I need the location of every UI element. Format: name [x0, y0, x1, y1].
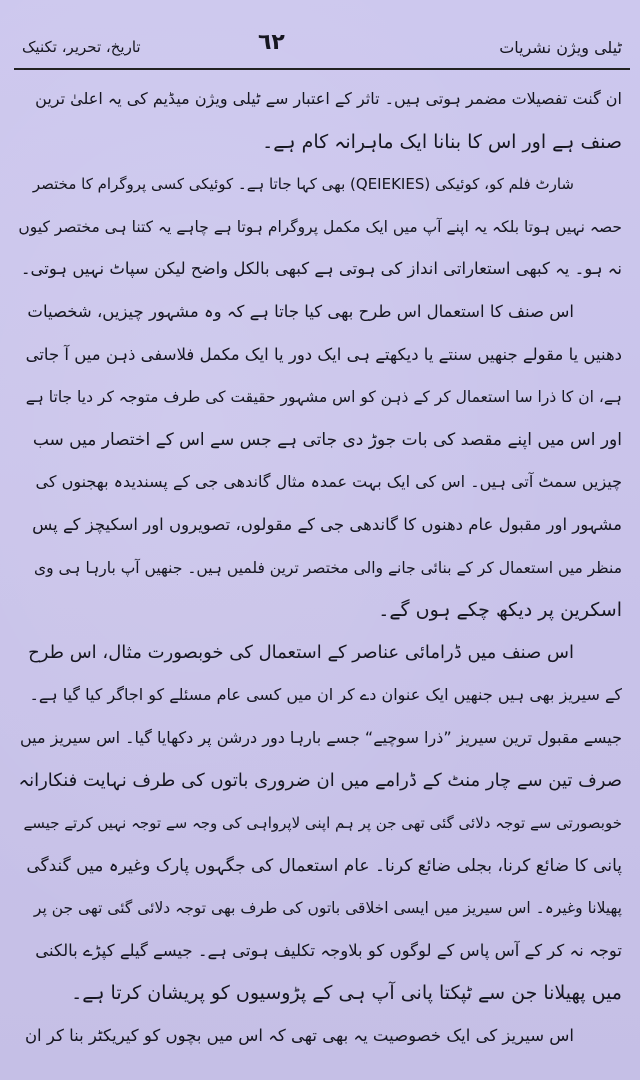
text-line: اس صنف کا استعمال اس طرح بھی کیا جاتا ہے کہ وہ مشہور چیزیں، شخصیات: [27, 301, 574, 321]
text-line: خوبصورتی سے توجہ دلائی گئی تھی جن پر ہم اپنی لاپرواہی کی وجہ سے توجہ نہیں کرتے جیسے: [23, 814, 622, 833]
chapter-title: ٹیلی ویژن نشریات: [499, 38, 622, 57]
text-line: چیزیں سمٹ آتی ہیں۔ اس کی ایک بہت عمدہ مثال گاندھی جی کے پسندیدہ بھجنوں کی: [35, 472, 622, 492]
text-line: میں پھیلانا جن سے ٹپکتا پانی آپ ہی کے پڑوسیوں کو پریشان کرتا ہے۔: [71, 982, 622, 1005]
text-line: نہ ہو۔ یہ کبھی استعاراتی انداز کی ہوتی ہے کبھی بالکل واضح لیکن سپاٹ نہیں ہوتی۔: [20, 259, 622, 279]
text-line: حصہ نہیں ہوتا بلکہ یہ اپنے آپ میں ایک مکمل پروگرام ہوتا ہے چاہے یہ کتنا ہی مختصر کیوں: [18, 217, 622, 236]
text-line: دھنیں یا مقولے جنھیں سنتے یا دیکھتے ہی ایک دور یا ایک مکمل فلاسفی ذہن میں آ جاتی: [25, 344, 622, 364]
text-line: اس صنف میں ڈرامائی عناصر کے استعمال کی خوبصورت مثال، اس طرح: [28, 641, 574, 663]
text-line: صنف ہے اور اس کا بنانا ایک ماہرانہ کام ہے۔: [262, 130, 622, 153]
text-line: منظر میں استعمال کر کے بنائی جانے والی مختصر ترین فلمیں ہیں۔ جنھیں آپ بارہا ہی وی: [33, 558, 622, 577]
text-line: صرف تین سے چار منٹ کے ڈرامے میں ان ضروری باتوں کی طرف نہایت فنکارانہ: [18, 769, 622, 791]
page-header: [0, 28, 640, 68]
text-line: شارٹ فلم کو، کوئیکی (QEIEKIES) بھی کہا جاتا ہے۔ کوئیکی کسی پروگرام کا مختصر: [32, 175, 574, 194]
book-title: تاریخ، تحریر، تکنیک: [22, 38, 141, 56]
text-line: کے سیریز بھی ہیں جنھیں ایک عنوان دے کر ان میں کسی عام مسئلے کو اجاگر کیا گیا ہے۔: [29, 685, 622, 705]
text-line: مشہور اور مقبول عام دھنوں کا گاندھی جی کے مقولوں، تصویروں اور اسکیچز کے پس: [32, 514, 622, 534]
text-line: پھیلانا وغیرہ۔ اس سیریز میں ایسی اخلاقی باتوں کی طرف بھی توجہ دلائی گئی تھی جن پر: [33, 899, 622, 918]
body-text: [18, 78, 622, 1058]
header-divider: [14, 68, 630, 70]
text-line: اور اس میں اپنے مقصد کی بات جوڑ دی جاتی ہے جس سے اس کے اختصار میں سب: [32, 429, 622, 450]
text-line: توجہ نہ کر کے آس پاس کے لوگوں کو بلاوجہ تکلیف ہوتی ہے۔ جیسے گیلے کپڑے بالکنی: [35, 940, 622, 960]
page-number: ٦٢: [258, 30, 285, 55]
text-line: پانی کا ضائع کرنا، بجلی ضائع کرنا۔ عام استعمال کی جگہوں پارک وغیرہ میں گندگی: [26, 855, 622, 876]
text-line: اس سیریز کی ایک خصوصیت یہ بھی تھی کہ اس میں بچوں کو کیریکٹر بنا کر ان: [24, 1026, 574, 1046]
text-line: اسکرین پر دیکھ چکے ہوں گے۔: [378, 599, 622, 622]
text-line: ان گنت تفصیلات مضمر ہوتی ہیں۔ تاثر کے اعتبار سے ٹیلی ویژن میڈیم کی یہ اعلیٰ ترین: [35, 89, 622, 108]
text-line: ہے، ان کا ذرا سا استعمال کر کے ذہن کو اس مشہور حقیقت کی طرف متوجہ کر دیا جاتا ہے: [25, 388, 622, 407]
text-line: جیسے مقبول ترین سیریز ”ذرا سوچیے“ جسے بارہا دور درشن پر دکھایا گیا۔ اس سیریز میں: [20, 727, 622, 747]
